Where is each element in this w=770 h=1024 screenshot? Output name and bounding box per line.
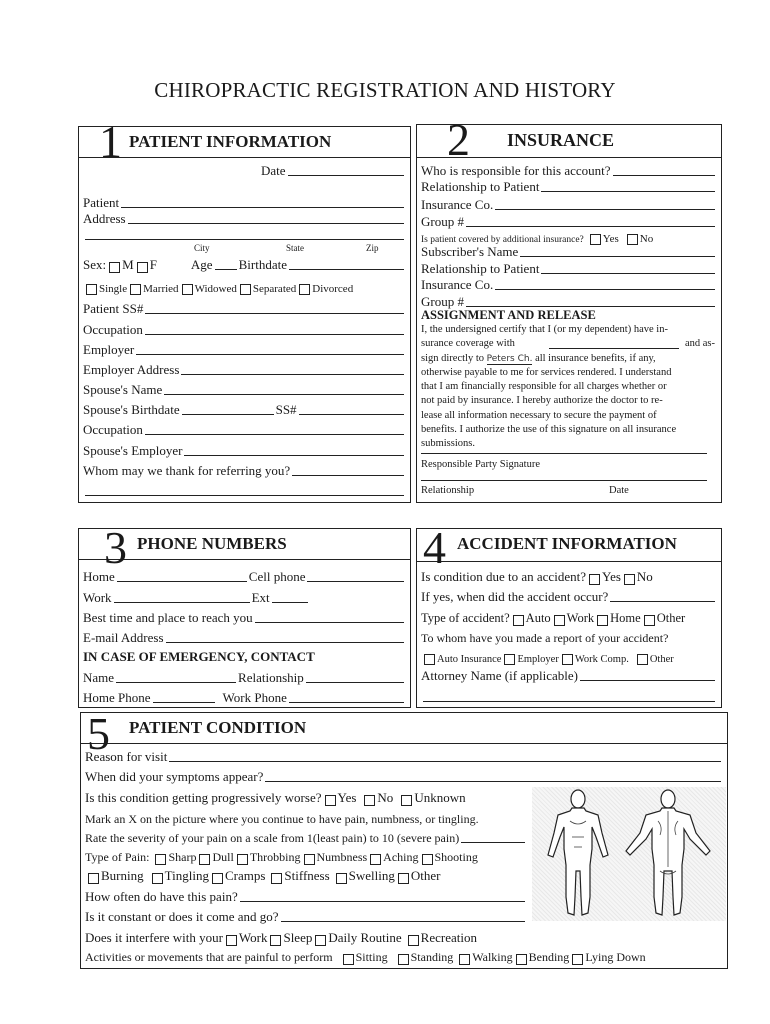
interfere-work-label: Work <box>238 930 268 945</box>
interfere-daily-label: Daily Routine <box>328 930 402 945</box>
separated-label: Separated <box>252 283 297 295</box>
attorney-line-2[interactable] <box>421 687 717 705</box>
pain-aching-checkbox[interactable] <box>370 854 381 865</box>
pain-burning-label: Burning <box>101 868 144 883</box>
spouse-occupation-label: Occupation <box>83 422 143 437</box>
emergency-name-label: Name <box>83 670 115 685</box>
birthdate-field[interactable] <box>289 268 404 270</box>
insurance-co2-label: Insurance Co. <box>421 277 494 292</box>
emergency-name-row <box>83 668 406 686</box>
interfere-work-checkbox[interactable] <box>226 935 237 946</box>
worse-no-checkbox[interactable] <box>364 795 375 806</box>
accident-auto-checkbox[interactable] <box>513 615 524 626</box>
home-field[interactable] <box>117 580 247 582</box>
assign-to-label: sign directly to <box>421 352 484 364</box>
insurance-co-field[interactable] <box>421 195 717 213</box>
relationship-label: Relationship to Patient <box>421 179 540 194</box>
rate-field[interactable] <box>85 828 527 846</box>
interfere-sleep-label: Sleep <box>283 930 313 945</box>
single-label: Single <box>99 283 128 295</box>
report-other-checkbox[interactable] <box>637 654 648 665</box>
pain-numbness-label: Numbness <box>316 850 368 864</box>
date-field[interactable] <box>261 161 406 179</box>
assignment-text: and as- <box>684 338 715 350</box>
additional-yes-label: Yes <box>602 233 619 245</box>
age-label: Age <box>190 257 213 272</box>
emergency-home-phone-field[interactable] <box>153 701 215 703</box>
sex-label: Sex: <box>83 257 107 272</box>
referral-field[interactable] <box>83 461 406 479</box>
widowed-checkbox[interactable] <box>182 284 193 295</box>
spouse-birthdate-row <box>83 400 406 418</box>
report-employer-label: Employer <box>517 654 559 665</box>
interfere-recreation-checkbox[interactable] <box>408 935 419 946</box>
assignment-line: benefits. I authorize the use of this signature on all insurance <box>421 424 677 436</box>
interfere-label: Does it interfere with your <box>85 930 223 945</box>
worse-label: Is this condition getting progressively worse? <box>85 790 322 805</box>
assignment-heading: ASSIGNMENT AND RELEASE <box>421 308 596 322</box>
pain-swelling-label: Swelling <box>348 868 395 883</box>
accident-no-label: No <box>636 569 653 584</box>
section-patient-condition <box>80 708 728 969</box>
report-work-comp-label: Work Comp. <box>574 654 629 665</box>
report-auto-insurance-label: Auto Insurance <box>437 654 502 665</box>
pain-cramps-checkbox[interactable] <box>212 873 223 884</box>
interfere-sleep-checkbox[interactable] <box>270 935 281 946</box>
page-title: CHIROPRACTIC REGISTRATION AND HISTORY <box>154 78 616 102</box>
pain-stiffness-checkbox[interactable] <box>271 873 282 884</box>
section-header <box>79 522 410 573</box>
reason-label: Reason for visit <box>85 749 168 764</box>
activity-standing-checkbox[interactable] <box>398 954 409 965</box>
sex-age-birthdate-row <box>83 255 406 273</box>
email-field[interactable] <box>83 628 406 646</box>
report-auto-insurance-checkbox[interactable] <box>424 654 435 665</box>
state-label: State <box>286 243 304 253</box>
married-label: Married <box>143 283 179 295</box>
spouse-employer-field[interactable] <box>83 441 406 459</box>
section-heading: ACCIDENT INFORMATION <box>457 534 677 553</box>
worse-unknown-checkbox[interactable] <box>401 795 412 806</box>
work-label: Work <box>83 590 112 605</box>
spouse-ss-label: SS# <box>275 402 297 417</box>
widowed-label: Widowed <box>194 283 237 295</box>
worse-yes-checkbox[interactable] <box>325 795 336 806</box>
additional-no-label: No <box>639 233 654 245</box>
spouse-name-field[interactable] <box>83 380 406 398</box>
mark-instruction: Mark an X on the picture where you continue to have pain, numbness, or tingling. <box>85 812 479 826</box>
assignment-line: submissions. <box>421 438 475 450</box>
section-insurance <box>416 114 722 503</box>
sex-f-label: F <box>149 257 157 272</box>
home-label: Home <box>83 569 115 584</box>
assignee-handwritten[interactable]: Peters Ch. <box>486 353 533 364</box>
section-header <box>417 114 721 165</box>
section-number: 4 <box>423 522 446 573</box>
section-number: 1 <box>99 116 122 167</box>
activity-sitting-label: Sitting <box>355 950 388 964</box>
pain-tingling-label: Tingling <box>164 868 209 883</box>
assignment-line: not paid by insurance. I hereby authorize the doctor to re- <box>421 395 663 407</box>
single-checkbox[interactable] <box>86 284 97 295</box>
divorced-label: Divorced <box>312 283 354 295</box>
pain-other-label: Other <box>410 868 441 883</box>
signature-line-top <box>421 453 707 454</box>
section-number: 5 <box>87 708 110 759</box>
pain-burning-checkbox[interactable] <box>88 873 99 884</box>
best-time-label: Best time and place to reach you <box>83 610 253 625</box>
pain-numbness-checkbox[interactable] <box>304 854 315 865</box>
responsible-label: Who is responsible for this account? <box>421 163 611 178</box>
accident-no-checkbox[interactable] <box>624 574 635 585</box>
pain-throbbing-checkbox[interactable] <box>237 854 248 865</box>
pain-stiffness-label: Stiffness <box>284 868 330 883</box>
accident-other-checkbox[interactable] <box>644 615 655 626</box>
report-options-row <box>421 647 717 665</box>
pain-shooting-label: Shooting <box>434 850 478 864</box>
zip-label: Zip <box>366 243 379 253</box>
activity-lying-label: Lying Down <box>585 950 646 964</box>
patient-ss-field[interactable] <box>83 299 406 317</box>
emergency-home-phone-label: Home Phone <box>83 690 151 705</box>
employer-address-field[interactable] <box>83 360 406 378</box>
section-phone-numbers <box>78 522 411 708</box>
body-figures-icon <box>532 787 726 921</box>
emergency-work-phone-label: Work Phone <box>222 690 287 705</box>
pain-throbbing-label: Throbbing <box>249 850 301 864</box>
accident-auto-label: Auto <box>525 611 551 625</box>
cell-label: Cell phone <box>248 569 306 584</box>
pain-other-checkbox[interactable] <box>398 873 409 884</box>
worse-unknown-label: Unknown <box>414 790 466 805</box>
activity-walking-label: Walking <box>472 950 513 964</box>
attorney-field[interactable] <box>421 666 717 684</box>
assignment-line: lease all information necessary to secure the payment of <box>421 409 657 421</box>
emergency-heading: IN CASE OF EMERGENCY, CONTACT <box>83 649 315 664</box>
accident-work-checkbox[interactable] <box>554 615 565 626</box>
assignment-line <box>421 337 715 351</box>
coverage-label: surance coverage with <box>421 338 515 350</box>
interfere-daily-checkbox[interactable] <box>315 935 326 946</box>
signature-label: Responsible Party Signature <box>421 459 540 470</box>
best-time-field[interactable] <box>83 608 406 626</box>
spouse-employer-label: Spouse's Employer <box>83 443 183 458</box>
pain-type-label: Type of Pain: <box>85 850 150 864</box>
section-header <box>79 116 410 167</box>
subscriber-field[interactable] <box>421 242 717 260</box>
accident-yes-label: Yes <box>601 569 621 584</box>
accident-work-label: Work <box>566 611 595 625</box>
section-number: 2 <box>447 114 470 165</box>
assignment-paragraph <box>421 323 715 452</box>
pain-cramps-label: Cramps <box>224 868 266 883</box>
group2-label: Group # <box>421 294 464 309</box>
patient-ss-label: Patient SS# <box>83 301 144 316</box>
relationship-field[interactable] <box>421 177 717 195</box>
assignment-line: that I am financially responsible for all charges whether or <box>421 381 667 393</box>
activities-label: Activities or movements that are painful to perform <box>85 950 333 964</box>
reason-field[interactable] <box>85 747 723 765</box>
constant-field[interactable] <box>85 907 527 925</box>
body-diagram[interactable] <box>532 787 726 921</box>
signature-date-label: Date <box>609 485 629 496</box>
accident-type-label: Type of accident? <box>421 611 510 625</box>
pain-sharp-label: Sharp <box>168 850 197 864</box>
marital-status-row <box>83 277 406 295</box>
emergency-work-phone-field[interactable] <box>289 701 404 703</box>
home-cell-row <box>83 567 406 585</box>
accident-when-label: If yes, when did the accident occur? <box>421 589 609 604</box>
activity-bending-checkbox[interactable] <box>516 954 527 965</box>
spouse-ss-field[interactable] <box>299 413 404 415</box>
pain-sharp-checkbox[interactable] <box>155 854 166 865</box>
pain-dull-checkbox[interactable] <box>199 854 210 865</box>
pain-frequency-label: How often do have this pain? <box>85 889 238 904</box>
address-label: Address <box>83 211 126 226</box>
age-field[interactable] <box>215 268 237 270</box>
activity-walking-checkbox[interactable] <box>459 954 470 965</box>
section-heading: PATIENT CONDITION <box>129 718 307 737</box>
occupation-label: Occupation <box>83 322 143 337</box>
assignment-line: I, the undersigned certify that I (or my dependent) have in- <box>421 324 668 335</box>
activity-lying-checkbox[interactable] <box>572 954 583 965</box>
ext-label: Ext <box>251 590 270 605</box>
accident-type-row <box>421 608 717 626</box>
report-other-label: Other <box>649 654 674 665</box>
assignment-line: otherwise payable to me for services rendered. I understand <box>421 366 672 378</box>
section-heading: PHONE NUMBERS <box>137 534 287 553</box>
employer-address-label: Employer Address <box>83 362 180 377</box>
pain-shooting-checkbox[interactable] <box>422 854 433 865</box>
relationship3-label: Relationship <box>421 485 475 496</box>
symptoms-field[interactable] <box>85 767 723 785</box>
section-number: 3 <box>104 522 127 573</box>
worse-yes-label: Yes <box>337 790 357 805</box>
insurance-co-label: Insurance Co. <box>421 197 494 212</box>
activities-row <box>85 947 723 965</box>
activity-bending-label: Bending <box>528 950 570 964</box>
accident-due-row <box>421 567 717 585</box>
occupation-field[interactable] <box>83 320 406 338</box>
referral-label: Whom may we thank for referring you? <box>83 463 291 478</box>
additional-insurance-label: Is patient covered by additional insurance? <box>421 235 584 245</box>
emergency-phone-row <box>83 688 406 706</box>
city-label: City <box>194 243 210 253</box>
accident-home-checkbox[interactable] <box>597 615 608 626</box>
section-patient-information <box>78 116 411 503</box>
pain-dull-label: Dull <box>212 850 234 864</box>
section-header <box>417 522 721 573</box>
email-label: E-mail Address <box>83 630 164 645</box>
sex-f-checkbox[interactable] <box>137 262 148 273</box>
pain-frequency-field[interactable] <box>85 887 527 905</box>
work-ext-row <box>83 588 406 606</box>
spouse-birthdate-field[interactable] <box>182 413 274 415</box>
accident-other-label: Other <box>656 611 686 625</box>
subscriber-label: Subscriber's Name <box>421 244 519 259</box>
signature-field[interactable] <box>421 480 707 481</box>
report-label: To whom have you made a report of your accident? <box>421 631 669 645</box>
referral-line-2[interactable] <box>83 481 406 499</box>
accident-home-label: Home <box>610 611 641 625</box>
worse-no-label: No <box>377 790 394 805</box>
section-accident-information <box>416 522 722 708</box>
patient-label: Patient <box>83 195 120 210</box>
separated-checkbox[interactable] <box>240 284 251 295</box>
activity-standing-label: Standing <box>410 950 454 964</box>
interfere-row <box>85 928 723 946</box>
assignment-line <box>421 352 715 366</box>
pain-tingling-checkbox[interactable] <box>152 873 163 884</box>
spouse-occupation-field[interactable] <box>83 420 406 438</box>
report-work-comp-checkbox[interactable] <box>562 654 573 665</box>
relationship2-label: Relationship to Patient <box>421 261 540 276</box>
pain-aching-label: Aching <box>383 850 419 864</box>
sex-m-label: M <box>122 257 134 272</box>
assignment-text: all insurance benefits, if any, <box>535 352 656 364</box>
accident-yes-checkbox[interactable] <box>589 574 600 585</box>
birthdate-label: Birthdate <box>238 257 287 272</box>
employer-field[interactable] <box>83 340 406 358</box>
emergency-name-field[interactable] <box>116 681 236 683</box>
work-field[interactable] <box>114 601 250 603</box>
sex-m-checkbox[interactable] <box>109 262 120 273</box>
employer-label: Employer <box>83 342 135 357</box>
coverage-field[interactable] <box>549 347 679 349</box>
spouse-birthdate-label: Spouse's Birthdate <box>83 402 180 417</box>
accident-when-field[interactable] <box>421 587 717 605</box>
constant-label: Is it constant or does it come and go? <box>85 909 279 924</box>
activity-sitting-checkbox[interactable] <box>343 954 354 965</box>
accident-due-label: Is condition due to an accident? <box>421 569 586 584</box>
report-employer-checkbox[interactable] <box>504 654 515 665</box>
emergency-relationship-field[interactable] <box>306 681 404 683</box>
attorney-label: Attorney Name (if applicable) <box>421 668 579 683</box>
symptoms-label: When did your symptoms appear? <box>85 769 264 784</box>
address-line-2[interactable] <box>83 225 406 243</box>
emergency-relationship-label: Relationship <box>238 670 304 685</box>
ext-field[interactable] <box>272 601 308 603</box>
insurance-co2-field[interactable] <box>421 275 717 293</box>
pain-swelling-checkbox[interactable] <box>336 873 347 884</box>
interfere-recreation-label: Recreation <box>420 930 477 945</box>
section-heading: INSURANCE <box>507 130 615 150</box>
cell-field[interactable] <box>307 580 404 582</box>
rate-label: Rate the severity of your pain on a scale from 1(least pain) to 10 (severe pain) <box>85 831 460 845</box>
date-label: Date <box>261 163 286 178</box>
spouse-name-label: Spouse's Name <box>83 382 163 397</box>
section-heading: PATIENT INFORMATION <box>129 132 332 151</box>
group-label: Group # <box>421 214 464 229</box>
divorced-checkbox[interactable] <box>299 284 310 295</box>
married-checkbox[interactable] <box>130 284 141 295</box>
